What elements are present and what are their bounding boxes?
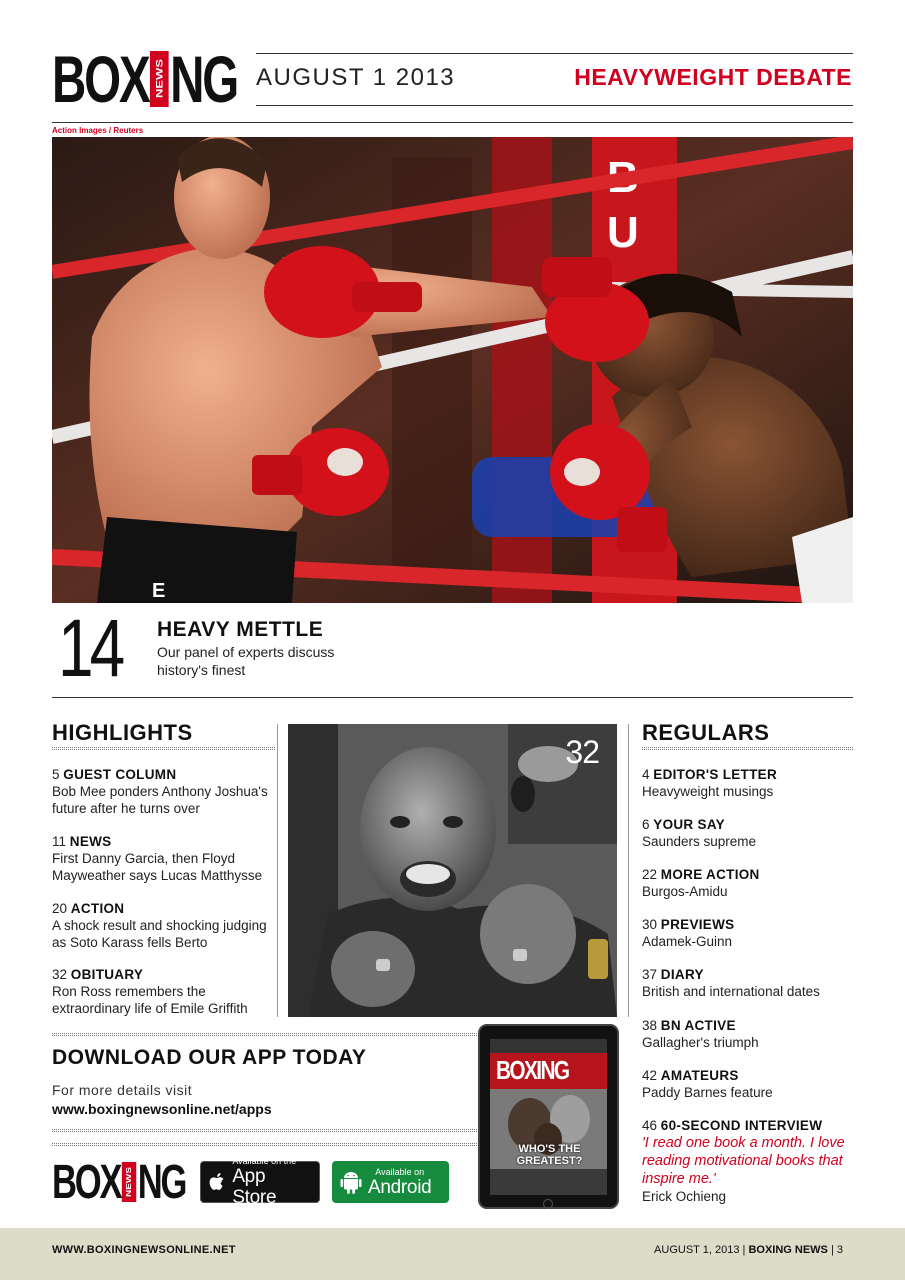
- highlight-title: ACTION: [70, 901, 125, 916]
- regular-title: BN ACTIVE: [660, 1018, 736, 1033]
- photo-rule: [52, 122, 853, 123]
- highlight-title: OBITUARY: [70, 967, 144, 982]
- obituary-photo: [288, 724, 617, 1017]
- feature-title: HEAVY METTLE: [157, 618, 324, 641]
- regular-desc: Heavyweight musings: [642, 784, 774, 799]
- regular-desc: Paddy Barnes feature: [642, 1085, 773, 1100]
- app-url-link[interactable]: www.boxingnewsonline.net/apps: [52, 1101, 272, 1117]
- footer-folio: [654, 1244, 843, 1256]
- app-divider-top: [52, 1033, 477, 1036]
- highlight-desc: Ron Ross remembers the extraordinary life of Emile Griffith: [52, 984, 248, 1016]
- highlight-item[interactable]: [52, 900, 274, 951]
- svg-text:E: E: [152, 580, 166, 602]
- regular-page: 42: [642, 1068, 658, 1083]
- regular-page: 6: [642, 817, 650, 832]
- highlight-title: GUEST COLUMN: [63, 767, 177, 782]
- logo-text-ng: NG: [170, 42, 238, 116]
- app-divider-mid: [52, 1129, 477, 1132]
- regular-title: PREVIEWS: [660, 917, 735, 932]
- logo-text-box: BOX: [52, 42, 149, 116]
- regular-item[interactable]: [642, 966, 853, 1000]
- regular-item[interactable]: [642, 1117, 853, 1205]
- android-big-label: Android: [368, 1176, 432, 1198]
- tablet-home-button: [543, 1199, 553, 1209]
- appstore-big-label: App Store: [232, 1166, 277, 1208]
- photo-credit: Action Images / Reuters: [52, 126, 144, 135]
- highlight-page: 20: [52, 901, 68, 916]
- tablet-mockup: [478, 1024, 619, 1209]
- issue-date: AUGUST 1 2013: [256, 64, 456, 91]
- highlight-desc: A shock result and shocking judging as Soto Karass fells Berto: [52, 918, 267, 950]
- regulars-divider: [642, 747, 853, 750]
- footer-page-number: 3: [836, 1244, 843, 1256]
- regular-desc: Saunders supreme: [642, 834, 757, 849]
- obituary-page-number: 32: [565, 734, 599, 770]
- column-divider-left: [277, 724, 278, 1017]
- regular-desc: Burgos-Amidu: [642, 884, 728, 899]
- footer-date: AUGUST 1, 2013: [654, 1244, 740, 1256]
- highlight-item[interactable]: [52, 966, 274, 1017]
- feature-page-number: 14: [58, 603, 122, 694]
- header-rule-top: [256, 53, 853, 54]
- logo-news-block: NEWS: [150, 51, 169, 107]
- regular-item[interactable]: [642, 1017, 853, 1051]
- regular-item[interactable]: [642, 816, 853, 850]
- regular-item[interactable]: [642, 866, 853, 900]
- regular-desc: Gallagher's triumph: [642, 1035, 759, 1050]
- regular-page: 38: [642, 1018, 658, 1033]
- cover-tag: HEAVYWEIGHT DEBATE: [574, 64, 852, 90]
- regular-page: 37: [642, 967, 658, 982]
- footer-separator: |: [742, 1244, 746, 1256]
- regular-item[interactable]: [642, 1067, 853, 1101]
- android-small-label: Available on: [375, 1166, 425, 1177]
- regular-page: 22: [642, 867, 658, 882]
- footer-website[interactable]: WWW.BOXINGNEWSONLINE.NET: [52, 1244, 236, 1256]
- highlights-divider: [52, 747, 275, 750]
- main-fight-photo: [52, 137, 853, 603]
- android-icon: [340, 1170, 362, 1194]
- apple-icon: [209, 1171, 226, 1193]
- regular-title: MORE ACTION: [660, 867, 760, 882]
- regulars-heading: REGULARS: [642, 720, 770, 745]
- highlight-item[interactable]: [52, 766, 274, 817]
- fight-illustration: [52, 137, 853, 603]
- logo-text-ng: NG: [137, 1155, 186, 1209]
- feature-rule: [52, 697, 853, 698]
- tablet-headline: WHO'S THE GREATEST?: [516, 1143, 583, 1167]
- highlight-item[interactable]: [52, 833, 274, 884]
- regular-page: 4: [642, 767, 650, 782]
- highlight-desc: Bob Mee ponders Anthony Joshua's future after he turns over: [52, 784, 268, 816]
- highlight-page: 5: [52, 767, 60, 782]
- highlights-heading: HIGHLIGHTS: [52, 720, 193, 745]
- appstore-small-label: Available on the: [232, 1156, 297, 1166]
- regular-desc: British and international dates: [642, 984, 820, 999]
- highlight-desc: First Danny Garcia, then Floyd Mayweather says Lucas Matthysse: [52, 851, 263, 883]
- tablet-screen: [490, 1039, 607, 1195]
- footer-brand: BOXING NEWS: [748, 1244, 828, 1256]
- column-divider-right: [628, 724, 629, 1017]
- app-promo-title: DOWNLOAD OUR APP TODAY: [52, 1046, 367, 1069]
- svg-text:U: U: [607, 208, 639, 257]
- boxing-news-logo-small: [52, 1155, 186, 1209]
- android-button[interactable]: [332, 1161, 449, 1203]
- app-details-text: For more details visit: [52, 1082, 193, 1098]
- highlight-page: 11: [52, 834, 67, 849]
- boxing-news-logo: [52, 42, 238, 116]
- regular-title: DIARY: [660, 967, 704, 982]
- regular-desc: Adamek-Guinn: [642, 934, 733, 949]
- logo-news-block: NEWS: [122, 1162, 136, 1202]
- regular-item[interactable]: [642, 766, 853, 800]
- regular-title: EDITOR'S LETTER: [653, 767, 778, 782]
- regular-title: YOUR SAY: [653, 817, 725, 832]
- regular-title: AMATEURS: [660, 1068, 739, 1083]
- regular-desc: Erick Ochieng: [642, 1189, 727, 1204]
- header-rule-bottom: [256, 105, 853, 106]
- highlight-title: NEWS: [69, 834, 112, 849]
- logo-text-box: BOX: [52, 1155, 121, 1209]
- footer-separator: |: [830, 1244, 834, 1256]
- regular-item[interactable]: [642, 916, 853, 950]
- app-store-button[interactable]: [200, 1156, 320, 1208]
- regular-title: 60-SECOND INTERVIEW: [660, 1118, 823, 1133]
- app-divider-bottom: [52, 1143, 477, 1146]
- interview-quote: 'I read one book a month. I love reading motivational books that inspire me.': [642, 1135, 845, 1187]
- tablet-logo: BOXING: [496, 1055, 569, 1085]
- highlight-page: 32: [52, 967, 68, 982]
- regular-page: 46: [642, 1118, 658, 1133]
- regular-page: 30: [642, 917, 658, 932]
- feature-description: Our panel of experts discuss history's finest: [157, 644, 335, 678]
